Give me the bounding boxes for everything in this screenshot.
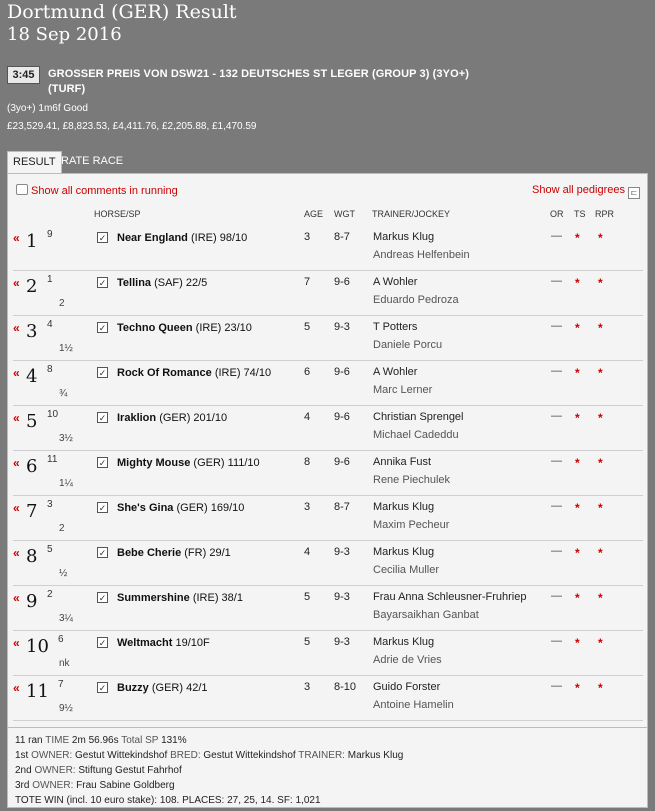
horse-weight: 9-6 bbox=[334, 456, 350, 468]
expand-arrow-icon[interactable]: « bbox=[13, 276, 20, 290]
expand-arrow-icon[interactable]: « bbox=[13, 321, 20, 335]
beaten-distance: 2 bbox=[59, 523, 65, 534]
jockey-name[interactable]: Marc Lerner bbox=[373, 384, 433, 396]
pedigree-icon: ⊏ bbox=[628, 187, 640, 199]
third-owner-label: OWNER: bbox=[32, 780, 74, 791]
race-date: 18 Sep 2016 bbox=[7, 24, 122, 45]
race-name: GROSSER PREIS VON DSW21 - 132 DEUTSCHES ST LEGER (GROUP 3) (3YO+) (TURF) bbox=[48, 68, 470, 95]
jockey-name[interactable]: Cecilia Muller bbox=[373, 564, 440, 576]
footer-tote-line bbox=[15, 794, 321, 807]
official-rating: — bbox=[551, 365, 562, 377]
horse-country: (IRE) bbox=[190, 232, 217, 244]
topspeed-rating: * bbox=[575, 546, 580, 560]
topspeed-rating: * bbox=[575, 411, 580, 425]
beaten-distance: ¾ bbox=[59, 388, 68, 399]
tracker-checkbox-icon[interactable]: ✓ bbox=[98, 368, 107, 378]
rpr-rating: * bbox=[598, 591, 603, 605]
horse-cell bbox=[117, 501, 244, 515]
total-sp-value: 131% bbox=[161, 735, 187, 746]
finish-position: 4 bbox=[26, 366, 38, 387]
official-rating: — bbox=[551, 455, 562, 467]
expand-arrow-icon[interactable]: « bbox=[13, 411, 20, 425]
horse-weight: 8-7 bbox=[334, 501, 350, 513]
horse-age: 6 bbox=[304, 366, 311, 378]
topspeed-rating: * bbox=[575, 591, 580, 605]
draw-number: 1 bbox=[47, 274, 53, 285]
show-pedigrees-link[interactable] bbox=[532, 184, 640, 199]
second-owner-label: OWNER: bbox=[34, 765, 76, 776]
draw-number: 11 bbox=[47, 454, 58, 465]
beaten-distance: 3¼ bbox=[59, 613, 73, 624]
bred-label: BRED: bbox=[170, 750, 201, 761]
race-time-value: 2m 56.96s bbox=[71, 735, 119, 746]
draw-number: 5 bbox=[47, 544, 53, 555]
draw-number: 3 bbox=[47, 499, 53, 510]
horse-weight: 8-10 bbox=[334, 681, 357, 693]
horse-country: (GER) bbox=[176, 502, 208, 514]
table-row bbox=[13, 315, 643, 361]
jockey-name[interactable]: Adrie de Vries bbox=[373, 654, 442, 666]
table-row bbox=[13, 675, 643, 721]
table-row bbox=[13, 585, 643, 631]
table-row bbox=[13, 540, 643, 586]
finish-position: 9 bbox=[26, 591, 38, 612]
topspeed-rating: * bbox=[575, 501, 580, 515]
official-rating: — bbox=[551, 680, 562, 692]
footer-second-line bbox=[15, 764, 182, 777]
second-owner: Stiftung Gestut Fahrhof bbox=[78, 765, 182, 776]
tracker-checkbox-icon[interactable]: ✓ bbox=[98, 278, 107, 288]
jockey-name[interactable]: Maxim Pecheur bbox=[373, 519, 450, 531]
trainer-name[interactable]: Markus Klug bbox=[373, 636, 435, 648]
starting-price: 38/1 bbox=[221, 592, 243, 604]
beaten-distance: 9½ bbox=[59, 703, 73, 714]
trainer-name[interactable]: A Wohler bbox=[373, 366, 418, 378]
jockey-name[interactable]: Daniele Porcu bbox=[373, 339, 443, 351]
col-age: AGE bbox=[304, 209, 324, 219]
horse-cell bbox=[117, 591, 243, 605]
footer-time-line bbox=[15, 734, 187, 747]
prize-money: £23,529.41, £8,823.53, £4,411.76, £2,205.88, £1,470.59 bbox=[7, 121, 257, 132]
horse-cell bbox=[117, 366, 271, 380]
starting-price: 111/10 bbox=[227, 457, 260, 469]
horse-cell bbox=[117, 681, 208, 695]
tracker-checkbox-icon[interactable]: ✓ bbox=[98, 638, 107, 648]
table-row bbox=[13, 225, 643, 271]
draw-number: 7 bbox=[58, 679, 64, 690]
horse-name[interactable]: Techno Queen bbox=[117, 322, 193, 334]
col-or: OR bbox=[550, 209, 564, 219]
expand-arrow-icon[interactable]: « bbox=[13, 681, 20, 695]
draw-number: 9 bbox=[47, 229, 53, 240]
page-title: Dortmund (GER) Result bbox=[7, 1, 237, 23]
horse-age: 7 bbox=[304, 276, 311, 288]
beaten-distance: ½ bbox=[59, 568, 68, 579]
horse-country: (SAF) bbox=[154, 277, 183, 289]
official-rating: — bbox=[551, 275, 562, 287]
topspeed-rating: * bbox=[575, 231, 580, 245]
tote-returns: WIN (incl. 10 euro stake): 108. PLACES: 27, 25, 14. SF: 1,021 bbox=[44, 795, 321, 806]
trainer-name[interactable]: A Wohler bbox=[373, 276, 418, 288]
jockey-name[interactable]: Andreas Helfenbein bbox=[373, 249, 470, 261]
winning-trainer: Markus Klug bbox=[347, 750, 404, 761]
total-sp-label: Total SP bbox=[121, 735, 159, 746]
jockey-name[interactable]: Antoine Hamelin bbox=[373, 699, 454, 711]
starting-price: 22/5 bbox=[185, 277, 208, 289]
second-label: 2nd bbox=[15, 765, 32, 776]
horse-country: (GER) bbox=[159, 412, 191, 424]
horse-age: 4 bbox=[304, 546, 311, 558]
rpr-rating: * bbox=[598, 546, 603, 560]
official-rating: — bbox=[551, 320, 562, 332]
rpr-rating: * bbox=[598, 231, 603, 245]
table-row bbox=[13, 630, 643, 676]
finish-position: 7 bbox=[26, 501, 38, 522]
horse-weight: 9-6 bbox=[334, 276, 350, 288]
horse-country: (FR) bbox=[184, 547, 207, 559]
draw-number: 10 bbox=[47, 409, 59, 420]
col-ts: TS bbox=[574, 209, 586, 219]
table-row bbox=[13, 270, 643, 316]
trainer-name[interactable]: Frau Anna Schleusner-Fruhriep bbox=[373, 591, 527, 603]
comment-icon bbox=[16, 184, 28, 195]
tracker-checkbox-icon[interactable]: ✓ bbox=[98, 413, 107, 423]
result-panel bbox=[7, 173, 648, 728]
finish-position: 3 bbox=[26, 321, 38, 342]
result-footer bbox=[7, 728, 648, 808]
rpr-rating: * bbox=[598, 411, 603, 425]
trainer-name[interactable]: Guido Forster bbox=[373, 681, 441, 693]
third-label: 3rd bbox=[15, 780, 30, 791]
footer-first-line bbox=[15, 749, 403, 762]
expand-arrow-icon[interactable]: « bbox=[13, 456, 20, 470]
first-label: 1st bbox=[15, 750, 29, 761]
official-rating: — bbox=[551, 590, 562, 602]
topspeed-rating: * bbox=[575, 681, 580, 695]
horse-weight: 9-3 bbox=[334, 591, 350, 603]
table-row bbox=[13, 495, 643, 541]
official-rating: — bbox=[551, 230, 562, 242]
horse-cell bbox=[117, 546, 231, 560]
official-rating: — bbox=[551, 635, 562, 647]
topspeed-rating: * bbox=[575, 276, 580, 290]
expand-arrow-icon[interactable]: « bbox=[13, 591, 20, 605]
tracker-checkbox-icon[interactable]: ✓ bbox=[98, 548, 107, 558]
jockey-name[interactable]: Rene Piechulek bbox=[373, 474, 451, 486]
horse-age: 8 bbox=[304, 456, 311, 468]
horse-cell bbox=[117, 276, 207, 290]
starting-price: 201/10 bbox=[193, 412, 228, 424]
horse-age: 4 bbox=[304, 411, 311, 423]
time-label: TIME bbox=[45, 735, 70, 746]
tote-label: TOTE bbox=[15, 795, 42, 806]
breeder: Gestut Wittekindshof bbox=[203, 750, 296, 761]
race-time-badge[interactable]: 3:45 bbox=[7, 66, 40, 84]
tracker-checkbox-icon[interactable]: ✓ bbox=[98, 503, 107, 513]
rpr-rating: * bbox=[598, 636, 603, 650]
horse-name[interactable]: Near England bbox=[117, 232, 188, 244]
starting-price: 19/10F bbox=[175, 637, 210, 649]
beaten-distance: 3½ bbox=[59, 433, 73, 444]
jockey-name[interactable]: Michael Cadeddu bbox=[373, 429, 459, 441]
trainer-name[interactable]: Markus Klug bbox=[373, 501, 435, 513]
topspeed-rating: * bbox=[575, 636, 580, 650]
table-row bbox=[13, 450, 643, 496]
third-owner: Frau Sabine Goldberg bbox=[76, 780, 175, 791]
starting-price: 98/10 bbox=[219, 232, 248, 244]
official-rating: — bbox=[551, 410, 562, 422]
horse-country: (GER) bbox=[151, 682, 184, 694]
horse-name[interactable]: Tellina bbox=[117, 277, 152, 289]
tracker-checkbox-icon[interactable]: ✓ bbox=[98, 593, 107, 603]
horse-weight: 9-6 bbox=[334, 411, 350, 423]
runner-count: 11 ran bbox=[15, 735, 43, 746]
horse-weight: 9-3 bbox=[334, 636, 350, 648]
beaten-distance: 1¼ bbox=[59, 478, 73, 489]
starting-price: 23/10 bbox=[224, 322, 252, 334]
expand-arrow-icon[interactable]: « bbox=[13, 231, 20, 245]
horse-name[interactable]: Buzzy bbox=[117, 682, 149, 694]
first-owner: Gestut Wittekindshof bbox=[75, 750, 168, 761]
horse-country: (IRE) bbox=[195, 322, 222, 334]
horse-age: 3 bbox=[304, 501, 311, 513]
horse-age: 5 bbox=[304, 636, 311, 648]
col-trainer-jockey: TRAINER/JOCKEY bbox=[372, 209, 451, 219]
horse-weight: 8-7 bbox=[334, 231, 350, 243]
horse-name[interactable]: Rock Of Romance bbox=[117, 367, 212, 379]
horse-cell bbox=[117, 411, 227, 425]
show-pedigrees-label: Show all pedigrees bbox=[532, 184, 625, 196]
trainer-name[interactable]: Markus Klug bbox=[373, 546, 435, 558]
footer-third-line bbox=[15, 779, 175, 792]
draw-number: 6 bbox=[58, 634, 64, 645]
horse-name[interactable]: Bebe Cherie bbox=[117, 547, 182, 559]
finish-position: 8 bbox=[26, 546, 38, 567]
finish-position: 5 bbox=[26, 411, 38, 432]
horse-weight: 9-3 bbox=[334, 546, 350, 558]
topspeed-rating: * bbox=[575, 366, 580, 380]
finish-position: 1 bbox=[26, 231, 38, 252]
horse-country: (GER) bbox=[193, 457, 225, 469]
horse-name[interactable]: Mighty Mouse bbox=[117, 457, 191, 469]
show-comments-link[interactable] bbox=[16, 184, 178, 197]
horse-country: (IRE) bbox=[192, 592, 219, 604]
horse-age: 3 bbox=[304, 681, 311, 693]
col-wgt: WGT bbox=[334, 209, 355, 219]
topspeed-rating: * bbox=[575, 321, 580, 335]
rpr-rating: * bbox=[598, 501, 603, 515]
tab-result[interactable]: RESULT bbox=[7, 151, 62, 173]
horse-country: (IRE) bbox=[214, 367, 241, 379]
col-horse: HORSE/SP bbox=[94, 209, 141, 219]
horse-weight: 9-6 bbox=[334, 366, 350, 378]
horse-name[interactable]: Weltmacht bbox=[117, 637, 173, 649]
table-row bbox=[13, 405, 643, 451]
rpr-rating: * bbox=[598, 681, 603, 695]
rpr-rating: * bbox=[598, 276, 603, 290]
starting-price: 29/1 bbox=[209, 547, 231, 559]
jockey-name[interactable]: Bayarsaikhan Ganbat bbox=[373, 609, 479, 621]
draw-number: 8 bbox=[47, 364, 53, 375]
trainer-name[interactable]: T Potters bbox=[373, 321, 418, 333]
rpr-rating: * bbox=[598, 456, 603, 470]
race-header bbox=[0, 0, 655, 146]
beaten-distance: 1½ bbox=[59, 343, 73, 354]
first-owner-label: OWNER: bbox=[31, 750, 73, 761]
trainer-label: TRAINER: bbox=[298, 750, 345, 761]
show-comments-label: Show all comments in running bbox=[31, 185, 178, 197]
official-rating: — bbox=[551, 500, 562, 512]
finish-position: 6 bbox=[26, 456, 38, 477]
expand-arrow-icon[interactable]: « bbox=[13, 366, 20, 380]
tracker-checkbox-icon[interactable]: ✓ bbox=[98, 683, 107, 693]
draw-number: 4 bbox=[47, 319, 53, 330]
expand-arrow-icon[interactable]: « bbox=[13, 636, 20, 650]
rpr-rating: * bbox=[598, 321, 603, 335]
horse-name[interactable]: Iraklion bbox=[117, 412, 157, 424]
horse-cell bbox=[117, 636, 210, 650]
starting-price: 169/10 bbox=[210, 502, 245, 514]
finish-position: 2 bbox=[26, 276, 38, 297]
tracker-checkbox-icon[interactable]: ✓ bbox=[98, 323, 107, 333]
finish-position: 11 bbox=[26, 681, 49, 702]
draw-number: 2 bbox=[47, 589, 53, 600]
rpr-rating: * bbox=[598, 366, 603, 380]
topspeed-rating: * bbox=[575, 456, 580, 470]
official-rating: — bbox=[551, 545, 562, 557]
trainer-name[interactable]: Annika Fust bbox=[373, 456, 432, 468]
finish-position: 10 bbox=[26, 636, 49, 657]
horse-age: 5 bbox=[304, 321, 311, 333]
trainer-name[interactable]: Markus Klug bbox=[373, 231, 435, 243]
tracker-checkbox-icon[interactable]: ✓ bbox=[98, 233, 107, 243]
horse-weight: 9-3 bbox=[334, 321, 350, 333]
expand-arrow-icon[interactable]: « bbox=[13, 501, 20, 515]
horse-cell bbox=[117, 231, 247, 245]
table-row bbox=[13, 360, 643, 406]
beaten-distance: 2 bbox=[59, 298, 65, 309]
horse-name[interactable]: Summershine bbox=[117, 592, 190, 604]
tab-rate-race[interactable]: RATE RACE bbox=[61, 155, 124, 167]
jockey-name[interactable]: Eduardo Pedroza bbox=[373, 294, 459, 306]
horse-name[interactable]: She's Gina bbox=[117, 502, 174, 514]
starting-price: 42/1 bbox=[186, 682, 208, 694]
horse-cell bbox=[117, 321, 252, 335]
race-conditions: (3yo+) 1m6f Good bbox=[7, 103, 88, 114]
expand-arrow-icon[interactable]: « bbox=[13, 546, 20, 560]
horse-age: 5 bbox=[304, 591, 311, 603]
horse-cell bbox=[117, 456, 260, 470]
col-rpr: RPR bbox=[595, 209, 615, 219]
horse-age: 3 bbox=[304, 231, 311, 243]
beaten-distance: nk bbox=[59, 658, 70, 669]
tracker-checkbox-icon[interactable]: ✓ bbox=[98, 458, 107, 468]
trainer-name[interactable]: Christian Sprengel bbox=[373, 411, 464, 423]
starting-price: 74/10 bbox=[243, 367, 272, 379]
